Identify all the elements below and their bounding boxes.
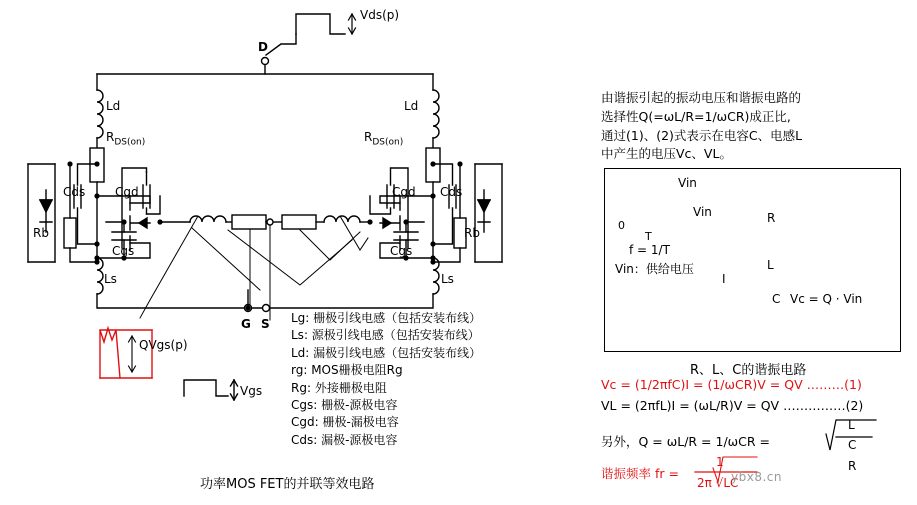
intro-line-1: 由谐振引起的振动电压和谐振电路的 [601,90,802,105]
legend-item-cds: Cds: 漏极-源极电容 [291,432,398,447]
left-circuit-caption: 功率MOS FET的并联等效电路 [200,477,375,492]
resonant-frequency-label: 谐振频率 fr = [601,466,679,481]
legend-item-lg: Lg: 栅极引线电感（包括安装布线） [291,311,482,325]
legend-item-ld: Ld: 漏极引线电感（包括安装布线） [291,345,482,360]
legend-item-rg-internal: rg: MOS栅极电阻Rg [291,363,403,378]
intro-line-3: 通过(1)、(2)式表示在电容C、电感L [601,127,803,143]
cgd-right-label: Cgd [392,185,416,199]
intro-line-2: 选择性Q(=ωL/R=1/ωCR)成正比, [601,108,791,124]
gate-terminal-label: G [241,317,251,331]
watermark-text: ybx8.cn [731,470,782,484]
q-sqrt-numerator: L [848,418,855,432]
rb-right-label: Rb [464,226,480,240]
frequency-formula: f = 1/T [629,243,670,257]
rds-on-left-label: $R_{DS(on)}$ [106,130,146,148]
legend-item-cgd: Cgd: 栅极-漏极电容 [291,415,399,430]
right-intro-text [601,89,802,164]
rb-left-label: Rb [33,226,49,240]
fr-denominator: 2π √LC [697,476,739,490]
equation-1-number: ………(1) [806,377,862,392]
inductor-l-label: L [767,258,774,272]
cds-left-label: Cds [63,185,86,199]
legend-item-ls: Ls: 源极引线电感（包括安装布线） [291,328,480,343]
fr-numerator: 1 [716,455,724,469]
current-i-label: I [722,272,726,286]
capacitor-c-label: C [772,292,781,306]
cgs-right-label: Cgs [390,244,413,258]
rlc-caption: R、L、C的谐振电路 [690,363,807,378]
q-fraction-denominator-r: R [848,459,857,473]
cds-right-label: Cds [440,185,463,199]
vc-formula: Vc = Q · Vin [790,292,863,306]
rlc-circuit-box [604,168,901,352]
legend-list [291,310,481,449]
equation-1 [601,377,862,392]
equation-2-number: ……………(2) [783,398,864,413]
equation-2 [601,398,863,413]
source-terminal-label: S [261,317,270,331]
legend-item-cgs: Cgs: 栅极-源极电容 [291,397,398,412]
equation-2-text: VL = (2πfL)I = (ωL/R)V = QV [601,398,780,413]
zero-level-label: 0 [618,219,625,232]
intro-line-4: 中产生的电压Vc、VL。 [601,146,732,162]
ld-left-label: Ld [106,99,121,113]
q-sqrt-denominator: C [848,438,857,452]
vgs-label: Vgs [240,384,263,398]
vin-description: Vin：供给电压 [615,262,694,276]
vin-node-label: Vin [678,176,697,190]
resistor-r-label: R [767,211,776,225]
qvgs-peak-label: QVgs(p) [139,338,188,352]
q-definition-line: 另外，Q = ωL/R = 1/ωCR = [601,434,771,449]
vds-peak-label: Vds(p) [360,8,400,22]
equation-1-text: Vc = (1/2πfC)I = (1/ωCR)V = QV [601,377,803,392]
vin-pulse-amplitude-label: Vin [693,205,712,219]
cgs-left-label: Cgs [112,244,135,258]
period-label: T [645,230,652,243]
ld-right-label: Ld [404,99,419,113]
cgd-left-label: Cgd [115,185,139,199]
ls-right-label: Ls [441,272,454,286]
legend-item-rg-external: Rg: 外接栅极电阻 [291,380,387,395]
ls-left-label: Ls [104,272,117,286]
drain-terminal-label: D [258,40,268,54]
rds-on-right-label: $R_{DS(on)}$ [364,130,404,148]
